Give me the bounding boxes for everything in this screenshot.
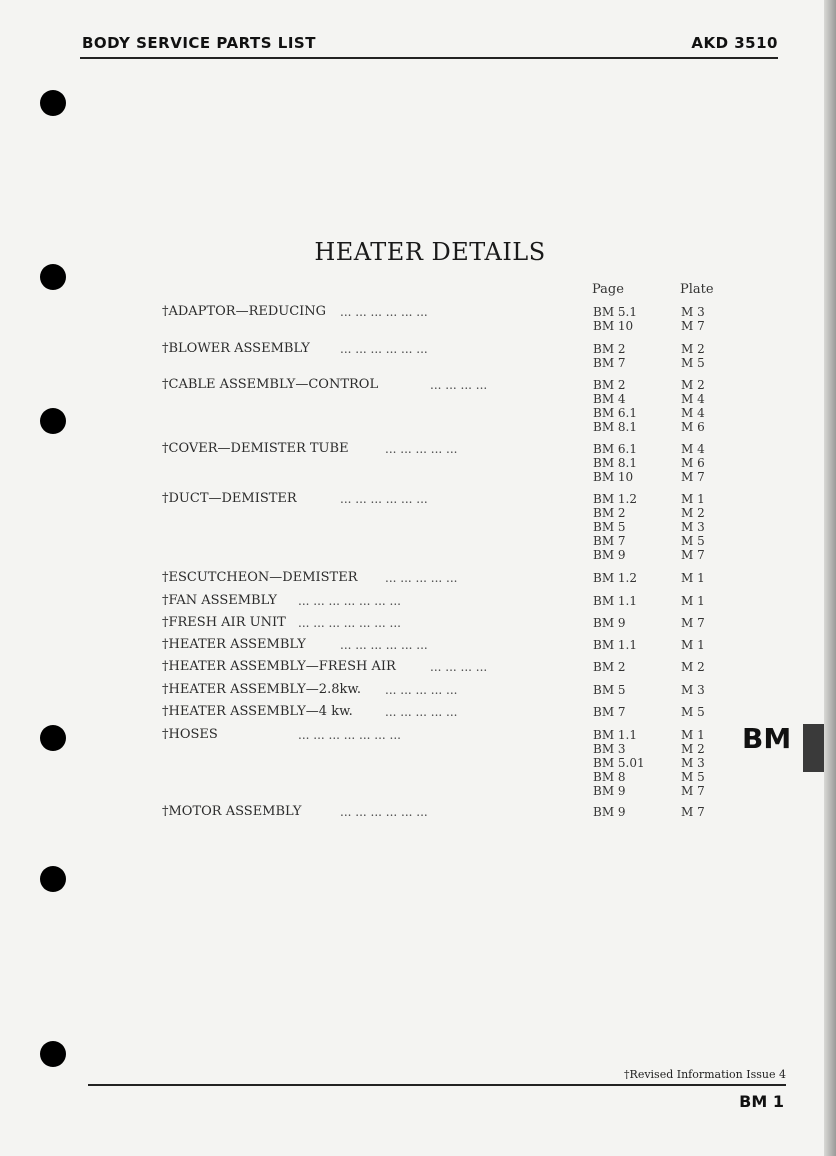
page-references [593,594,637,608]
dot-leader: ... ... ... ... [430,660,488,674]
plate-ref: M 2 [681,742,705,756]
page-ref: BM 8.1 [593,420,638,434]
page-ref: BM 3 [593,742,626,756]
plate-ref: M 3 [681,683,705,697]
page-references [593,492,637,562]
page-references [593,683,626,697]
section-tab-label: BM [742,722,792,755]
part-description: †FRESH AIR UNIT [162,615,286,630]
punch-hole-2 [40,264,66,290]
page-ref: BM 2 [593,378,626,392]
plate-ref: M 7 [681,784,705,798]
page-ref: BM 10 [593,470,634,484]
plate-ref: M 4 [681,406,705,420]
plate-ref: M 7 [681,319,705,333]
dot-leader: ... ... ... ... ... ... [340,638,428,652]
page-ref: BM 7 [593,356,626,370]
document-code: AKD 3510 [691,34,778,52]
page-references [593,616,626,630]
page-ref: BM 5.1 [593,305,638,319]
plate-references [681,305,705,333]
plate-references [681,705,705,719]
plate-references [681,594,705,608]
page-ref: BM 2 [593,342,626,356]
header-rule [80,57,778,59]
dot-leader: ... ... ... ... ... ... [340,492,428,506]
plate-references [681,492,705,562]
plate-ref: M 7 [681,548,705,562]
plate-ref: M 1 [681,728,705,742]
page-references [593,571,637,585]
page-references [593,305,637,333]
page-ref: BM 4 [593,392,626,406]
part-description: †CABLE ASSEMBLY—CONTROL [162,377,379,392]
page-number: BM 1 [739,1092,784,1111]
page-edge-shadow [824,0,836,1156]
page-references [593,442,637,484]
plate-references [681,378,705,434]
footnote: †Revised Information Issue 4 [624,1068,786,1081]
part-description: †FAN ASSEMBLY [162,593,277,608]
document-title: BODY SERVICE PARTS LIST [82,34,316,52]
page-ref: BM 1.1 [593,594,638,608]
plate-ref: M 6 [681,456,705,470]
plate-references [681,660,705,674]
section-tab-marker [803,724,824,772]
page-references [593,805,626,819]
page-references [593,378,637,434]
plate-ref: M 1 [681,638,705,652]
page-ref: BM 8 [593,770,626,784]
page-ref: BM 1.2 [593,571,638,585]
dot-leader: ... ... ... ... ... [385,442,458,456]
part-description: †ADAPTOR—REDUCING [162,304,327,319]
section-heading: HEATER DETAILS [314,238,546,266]
plate-references [681,728,705,798]
plate-ref: M 1 [681,492,705,506]
page-references [593,342,626,370]
page-ref: BM 6.1 [593,406,638,420]
plate-references [681,683,705,697]
punch-hole-5 [40,866,66,892]
plate-ref: M 4 [681,442,705,456]
plate-references [681,342,705,370]
part-description: †MOTOR ASSEMBLY [162,804,302,819]
page-ref: BM 9 [593,616,626,630]
page-ref: BM 8.1 [593,456,638,470]
punch-hole-4 [40,725,66,751]
plate-references [681,616,705,630]
plate-references [681,638,705,652]
plate-ref: M 5 [681,770,705,784]
punch-hole-3 [40,408,66,434]
dot-leader: ... ... ... ... ... ... [340,305,428,319]
plate-ref: M 6 [681,420,705,434]
dot-leader: ... ... ... ... ... ... ... [298,616,401,630]
page-ref: BM 7 [593,705,626,719]
page-ref: BM 5.01 [593,756,645,770]
page-references [593,660,626,674]
plate-ref: M 2 [681,660,705,674]
dot-leader: ... ... ... ... ... [385,705,458,719]
plate-ref: M 5 [681,534,705,548]
dot-leader: ... ... ... ... ... ... ... [298,728,401,742]
page-references [593,728,645,798]
page-ref: BM 5 [593,520,626,534]
plate-references [681,805,705,819]
plate-ref: M 1 [681,594,705,608]
part-description: †DUCT—DEMISTER [162,491,297,506]
dot-leader: ... ... ... ... ... ... ... [298,594,401,608]
page-ref: BM 6.1 [593,442,638,456]
plate-ref: M 1 [681,571,705,585]
plate-ref: M 3 [681,756,705,770]
part-description: †COVER—DEMISTER TUBE [162,441,349,456]
page-ref: BM 1.2 [593,492,638,506]
plate-ref: M 2 [681,378,705,392]
page-ref: BM 2 [593,660,626,674]
page-ref: BM 9 [593,805,626,819]
page-ref: BM 9 [593,784,626,798]
dot-leader: ... ... ... ... ... [385,683,458,697]
part-description: †HEATER ASSEMBLY [162,637,306,652]
dot-leader: ... ... ... ... ... [385,571,458,585]
page-ref: BM 1.1 [593,728,638,742]
plate-references [681,571,705,585]
column-header-page: Page [592,282,624,297]
page-ref: BM 7 [593,534,626,548]
plate-ref: M 4 [681,392,705,406]
plate-ref: M 3 [681,520,705,534]
part-description: †HEATER ASSEMBLY—2.8kw. [162,682,362,697]
page-ref: BM 2 [593,506,626,520]
plate-ref: M 7 [681,805,705,819]
dot-leader: ... ... ... ... ... ... [340,805,428,819]
page-ref: BM 1.1 [593,638,638,652]
plate-ref: M 2 [681,506,705,520]
plate-ref: M 3 [681,305,705,319]
plate-references [681,442,705,484]
punch-hole-6 [40,1041,66,1067]
page-ref: BM 9 [593,548,626,562]
column-header-plate: Plate [680,282,714,297]
plate-ref: M 2 [681,342,705,356]
plate-ref: M 5 [681,356,705,370]
part-description: †ESCUTCHEON—DEMISTER [162,570,358,585]
plate-ref: M 5 [681,705,705,719]
punch-hole-1 [40,90,66,116]
page-ref: BM 10 [593,319,634,333]
part-description: †HEATER ASSEMBLY—FRESH AIR [162,659,396,674]
footer-rule [88,1084,786,1086]
part-description: †HOSES [162,727,218,742]
dot-leader: ... ... ... ... ... ... [340,342,428,356]
page-references [593,638,637,652]
part-description: †HEATER ASSEMBLY—4 kw. [162,704,353,719]
dot-leader: ... ... ... ... [430,378,488,392]
page-references [593,705,626,719]
part-description: †BLOWER ASSEMBLY [162,341,310,356]
page-ref: BM 5 [593,683,626,697]
plate-ref: M 7 [681,470,705,484]
plate-ref: M 7 [681,616,705,630]
